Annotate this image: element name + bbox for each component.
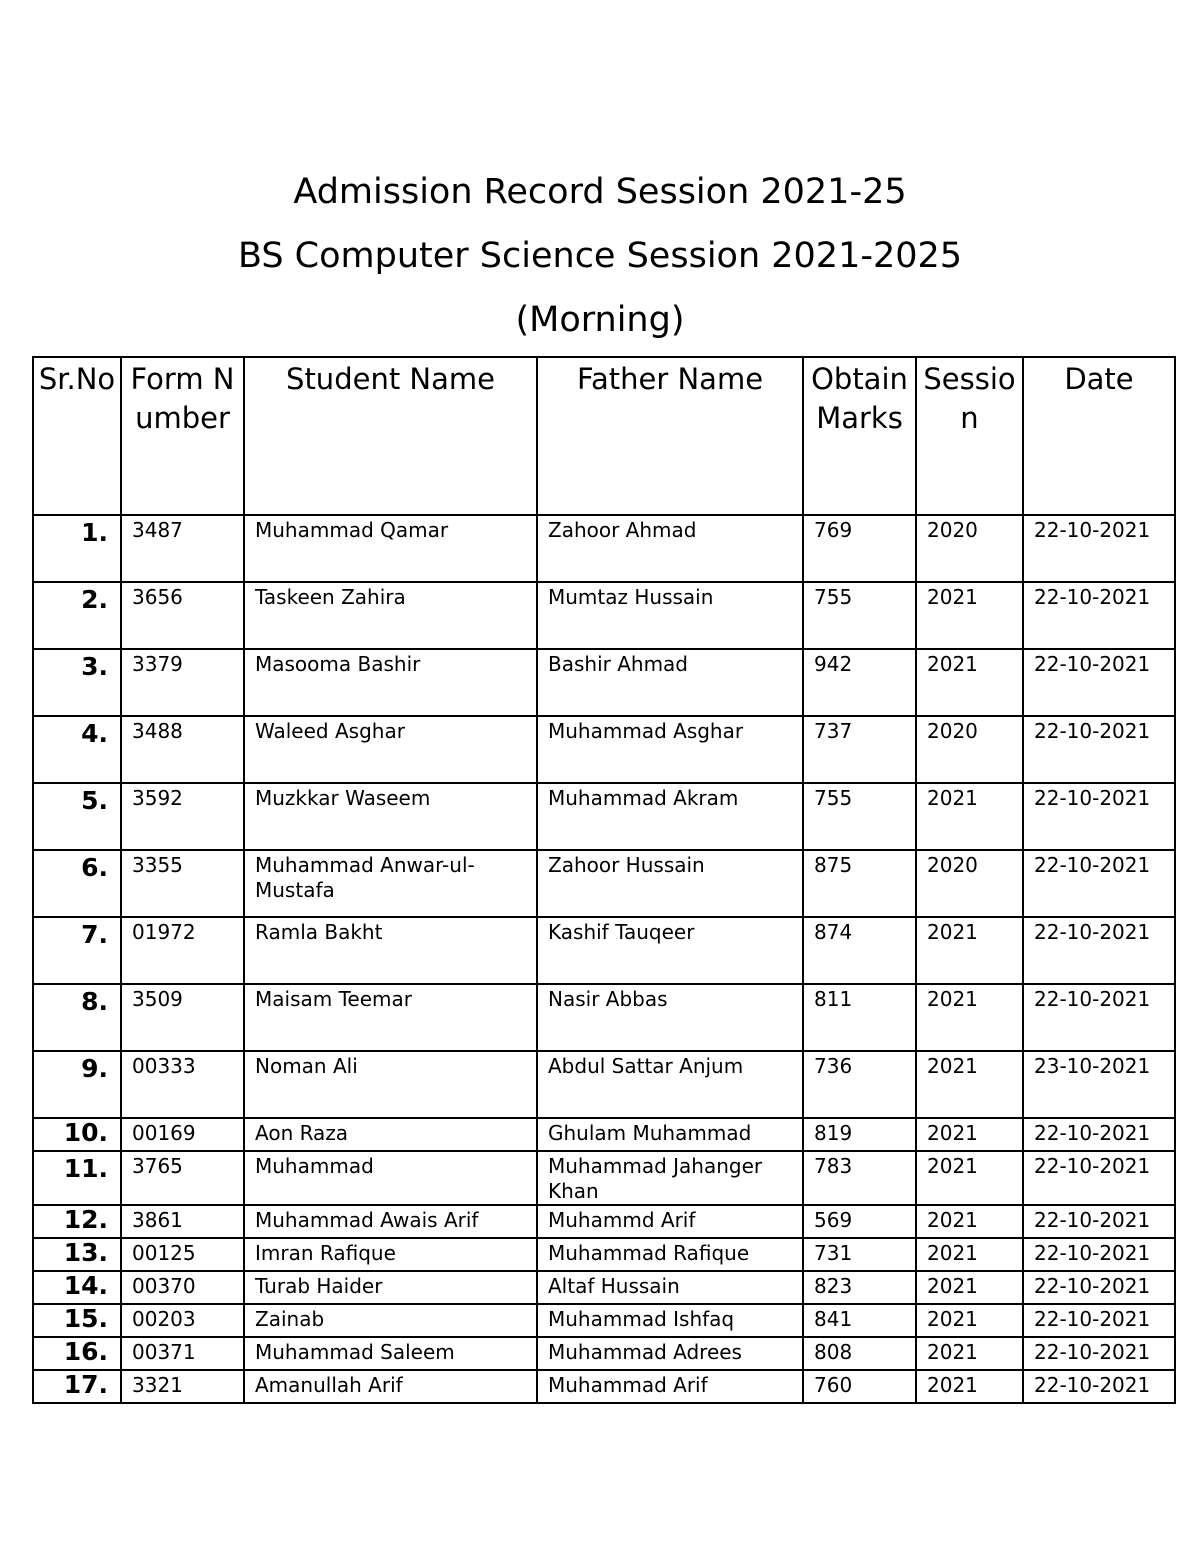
sr-cell: 4.	[33, 716, 121, 783]
session-cell: 2021	[916, 649, 1023, 716]
student-name-cell: Taskeen Zahira	[244, 582, 537, 649]
form-number-cell: 00333	[121, 1051, 244, 1118]
date-cell: 22-10-2021	[1023, 1151, 1175, 1205]
title-line-3: (Morning)	[515, 300, 685, 340]
date-cell: 22-10-2021	[1023, 716, 1175, 783]
student-name-cell: Turab Haider	[244, 1271, 537, 1304]
sr-cell: 15.	[33, 1304, 121, 1337]
sr-cell: 7.	[33, 917, 121, 984]
header-sr-no: Sr.No	[33, 357, 121, 515]
header-form-number: Form Number	[121, 357, 244, 515]
session-cell: 2021	[916, 1238, 1023, 1271]
student-name-cell: Muhammad Qamar	[244, 515, 537, 582]
form-number-cell: 00371	[121, 1337, 244, 1370]
session-cell: 2021	[916, 1118, 1023, 1151]
form-number-cell: 3488	[121, 716, 244, 783]
date-cell: 22-10-2021	[1023, 1370, 1175, 1403]
table-row	[33, 917, 1175, 984]
header-date: Date	[1023, 357, 1175, 515]
session-cell: 2021	[916, 582, 1023, 649]
sr-cell: 10.	[33, 1118, 121, 1151]
father-name-cell: Altaf Hussain	[537, 1271, 803, 1304]
student-name-cell: Aon Raza	[244, 1118, 537, 1151]
obtain-marks-cell: 731	[803, 1238, 916, 1271]
obtain-marks-cell: 808	[803, 1337, 916, 1370]
form-number-cell: 3592	[121, 783, 244, 850]
table-row	[33, 1238, 1175, 1271]
student-name-cell: Amanullah Arif	[244, 1370, 537, 1403]
sr-cell: 1.	[33, 515, 121, 582]
form-number-cell: 00203	[121, 1304, 244, 1337]
session-cell: 2021	[916, 984, 1023, 1051]
sr-cell: 11.	[33, 1151, 121, 1205]
form-number-cell: 3861	[121, 1205, 244, 1238]
father-name-cell: Muhammad Akram	[537, 783, 803, 850]
sr-cell: 9.	[33, 1051, 121, 1118]
session-cell: 2021	[916, 1205, 1023, 1238]
date-cell: 22-10-2021	[1023, 649, 1175, 716]
father-name-cell: Muhammad Jahanger Khan	[537, 1151, 803, 1205]
student-name-cell: Muhammad Anwar-ul-Mustafa	[244, 850, 537, 917]
father-name-cell: Muhammad Rafique	[537, 1238, 803, 1271]
header-session: Session	[916, 357, 1023, 515]
sr-cell: 13.	[33, 1238, 121, 1271]
father-name-cell: Kashif Tauqeer	[537, 917, 803, 984]
sr-cell: 8.	[33, 984, 121, 1051]
table-row	[33, 1370, 1175, 1403]
date-cell: 22-10-2021	[1023, 1205, 1175, 1238]
student-name-cell: Masooma Bashir	[244, 649, 537, 716]
session-cell: 2020	[916, 716, 1023, 783]
father-name-cell: Abdul Sattar Anjum	[537, 1051, 803, 1118]
form-number-cell: 3355	[121, 850, 244, 917]
father-name-cell: Mumtaz Hussain	[537, 582, 803, 649]
father-name-cell: Muhammad Ishfaq	[537, 1304, 803, 1337]
obtain-marks-cell: 841	[803, 1304, 916, 1337]
session-cell: 2021	[916, 1151, 1023, 1205]
date-cell: 22-10-2021	[1023, 582, 1175, 649]
student-name-cell: Muzkkar Waseem	[244, 783, 537, 850]
table-row	[33, 515, 1175, 582]
form-number-cell: 00169	[121, 1118, 244, 1151]
header-obtain-marks: Obtain Marks	[803, 357, 916, 515]
father-name-cell: Nasir Abbas	[537, 984, 803, 1051]
table-row	[33, 1304, 1175, 1337]
session-cell: 2021	[916, 1337, 1023, 1370]
student-name-cell: Waleed Asghar	[244, 716, 537, 783]
session-cell: 2021	[916, 917, 1023, 984]
father-name-cell: Muhammad Asghar	[537, 716, 803, 783]
form-number-cell: 3379	[121, 649, 244, 716]
obtain-marks-cell: 942	[803, 649, 916, 716]
session-cell: 2021	[916, 1271, 1023, 1304]
date-cell: 22-10-2021	[1023, 1118, 1175, 1151]
session-cell: 2020	[916, 850, 1023, 917]
session-cell: 2021	[916, 1304, 1023, 1337]
sr-cell: 17.	[33, 1370, 121, 1403]
session-cell: 2020	[916, 515, 1023, 582]
session-cell: 2021	[916, 1051, 1023, 1118]
form-number-cell: 3765	[121, 1151, 244, 1205]
student-name-cell: Imran Rafique	[244, 1238, 537, 1271]
father-name-cell: Muhammad Arif	[537, 1370, 803, 1403]
obtain-marks-cell: 736	[803, 1051, 916, 1118]
obtain-marks-cell: 819	[803, 1118, 916, 1151]
sr-cell: 6.	[33, 850, 121, 917]
sr-cell: 14.	[33, 1271, 121, 1304]
obtain-marks-cell: 875	[803, 850, 916, 917]
header-father-name: Father Name	[537, 357, 803, 515]
obtain-marks-cell: 755	[803, 783, 916, 850]
date-cell: 22-10-2021	[1023, 1304, 1175, 1337]
table-row	[33, 649, 1175, 716]
date-cell: 22-10-2021	[1023, 1238, 1175, 1271]
student-name-cell: Muhammad Awais Arif	[244, 1205, 537, 1238]
student-name-cell: Zainab	[244, 1304, 537, 1337]
obtain-marks-cell: 755	[803, 582, 916, 649]
father-name-cell: Ghulam Muhammad	[537, 1118, 803, 1151]
student-name-cell: Maisam Teemar	[244, 984, 537, 1051]
table-row	[33, 1118, 1175, 1151]
sr-cell: 16.	[33, 1337, 121, 1370]
obtain-marks-cell: 769	[803, 515, 916, 582]
title-line-2: BS Computer Science Session 2021-2025	[237, 236, 963, 276]
session-cell: 2021	[916, 783, 1023, 850]
obtain-marks-cell: 811	[803, 984, 916, 1051]
date-cell: 22-10-2021	[1023, 984, 1175, 1051]
table-row	[33, 1151, 1175, 1205]
table-row	[33, 716, 1175, 783]
table-row	[33, 1205, 1175, 1238]
student-name-cell: Muhammad Saleem	[244, 1337, 537, 1370]
father-name-cell: Zahoor Ahmad	[537, 515, 803, 582]
date-cell: 22-10-2021	[1023, 917, 1175, 984]
form-number-cell: 3321	[121, 1370, 244, 1403]
date-cell: 22-10-2021	[1023, 783, 1175, 850]
obtain-marks-cell: 874	[803, 917, 916, 984]
sr-cell: 2.	[33, 582, 121, 649]
table-row	[33, 984, 1175, 1051]
table-row	[33, 850, 1175, 917]
table-row	[33, 1271, 1175, 1304]
header-student-name: Student Name	[244, 357, 537, 515]
form-number-cell: 3509	[121, 984, 244, 1051]
table-row	[33, 582, 1175, 649]
header-row	[33, 357, 1175, 515]
obtain-marks-cell: 569	[803, 1205, 916, 1238]
date-cell: 22-10-2021	[1023, 850, 1175, 917]
session-cell: 2021	[916, 1370, 1023, 1403]
student-name-cell: Noman Ali	[244, 1051, 537, 1118]
father-name-cell: Bashir Ahmad	[537, 649, 803, 716]
student-name-cell: Muhammad	[244, 1151, 537, 1205]
date-cell: 22-10-2021	[1023, 1337, 1175, 1370]
student-name-cell: Ramla Bakht	[244, 917, 537, 984]
admission-record-table	[32, 356, 1176, 1404]
date-cell: 22-10-2021	[1023, 1271, 1175, 1304]
father-name-cell: Muhammad Adrees	[537, 1337, 803, 1370]
father-name-cell: Muhammd Arif	[537, 1205, 803, 1238]
date-cell: 23-10-2021	[1023, 1051, 1175, 1118]
form-number-cell: 3656	[121, 582, 244, 649]
form-number-cell: 00370	[121, 1271, 244, 1304]
obtain-marks-cell: 760	[803, 1370, 916, 1403]
obtain-marks-cell: 783	[803, 1151, 916, 1205]
table-row	[33, 1051, 1175, 1118]
document-title	[0, 160, 1200, 352]
title-line-1: Admission Record Session 2021-25	[293, 172, 907, 212]
sr-cell: 5.	[33, 783, 121, 850]
table-row	[33, 1337, 1175, 1370]
obtain-marks-cell: 737	[803, 716, 916, 783]
obtain-marks-cell: 823	[803, 1271, 916, 1304]
form-number-cell: 01972	[121, 917, 244, 984]
date-cell: 22-10-2021	[1023, 515, 1175, 582]
table-row	[33, 783, 1175, 850]
form-number-cell: 3487	[121, 515, 244, 582]
form-number-cell: 00125	[121, 1238, 244, 1271]
sr-cell: 3.	[33, 649, 121, 716]
father-name-cell: Zahoor Hussain	[537, 850, 803, 917]
sr-cell: 12.	[33, 1205, 121, 1238]
